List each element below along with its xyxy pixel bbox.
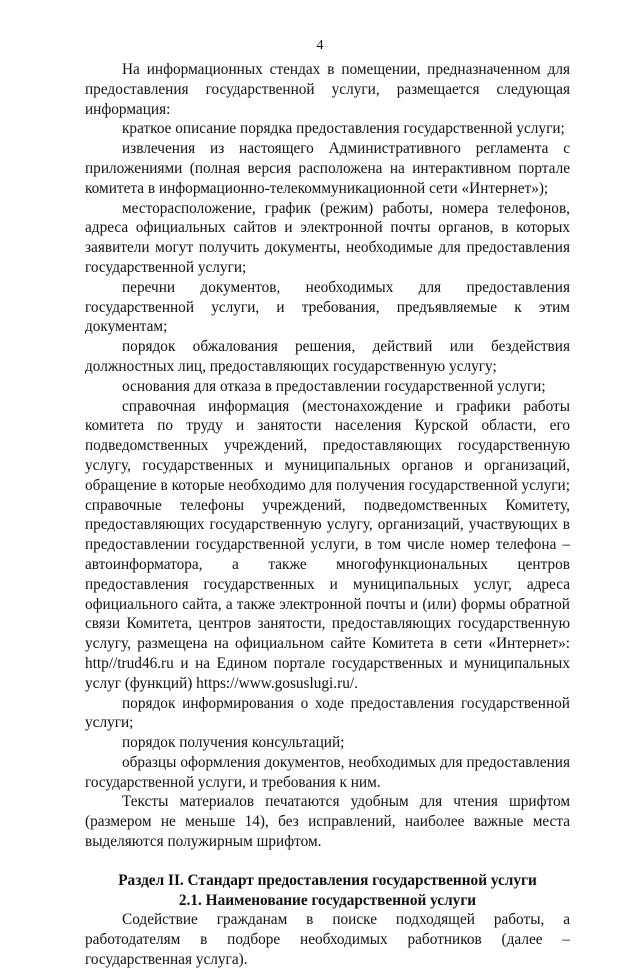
list-item: порядок получения консультаций;	[122, 734, 345, 752]
list-item: извлечения из настоящего Административного регламента с приложениями (полная версия расположена на интерактивном портале комитета в информационно-телекоммуникационной сети «Интернет»);	[85, 140, 570, 197]
list-item: порядок обжалования решения, действий или бездействия должностных лиц, предоставляющих государственную услугу;	[85, 338, 570, 375]
page-body	[85, 60, 570, 970]
list-item: перечни документов, необходимых для предоставления государственной услуги, и требования, предъявляемые к этим документам;	[85, 278, 570, 336]
page-number: 4	[316, 38, 324, 53]
paragraph: На информационных стендах в помещении, предназначенном для предоставления государственной услуги, размещается следующая информация:	[85, 61, 570, 118]
paragraph: Тексты материалов печатаются удобным для чтения шрифтом (размером не меньше 14), без исправлений, наиболее важные места выделяются полужирным шрифтом.	[85, 793, 570, 851]
list-item: основания для отказа в предоставлении государственной услуги;	[122, 377, 546, 395]
paragraph: Содействие гражданам в поиске подходящей работы, а работодателям в подборе необходимых работников (далее – государственная услуга).	[85, 911, 570, 969]
list-item: краткое описание порядка предоставления государственной услуги;	[122, 120, 565, 138]
subsection-heading: 2.1. Наименование государственной услуги	[178, 891, 477, 909]
list-item: месторасположение, график (режим) работы, номера телефонов, адреса официальных сайтов и электронной почты органов, в которых заявители могут получить документы, необходимые для предоставления государственной услуги;	[85, 199, 570, 276]
list-item: справочная информация (местонахождение и графики работы комитета по труду и занятости населения Курской области, его подведомственных учреждений, предоставляющих государственную услугу, государственных и муниципальных органов и организаций, обращение в которые необходимо для получения государственной услуги; справочные телефоны учреждений, подведомственных Комитету, предоставляющих государственную услугу, организаций, участвующих в предоставлении государственной услуги, в том числе номер телефона – автоинформатора, а также многофункциональных центров предоставления государственных и муниципальных услуг, адреса официального сайта, а также электронной почты и (или) формы обратной связи Комитета, центров занятости, предоставляющих государственную услугу, размещена на официальном сайте Комитета в сети «Интернет»: http//trud46.ru и на Едином портале государственных и муниципальных услуг (функций) https://www.gosuslugi.ru/.	[85, 397, 570, 692]
section-heading: Раздел II. Стандарт предоставления государственной услуги	[118, 871, 537, 889]
list-item: порядок информирования о ходе предоставления государственной услуги;	[85, 694, 570, 732]
list-item: образцы оформления документов, необходимых для предоставления государственной услуги, и требования к ним.	[85, 753, 570, 791]
